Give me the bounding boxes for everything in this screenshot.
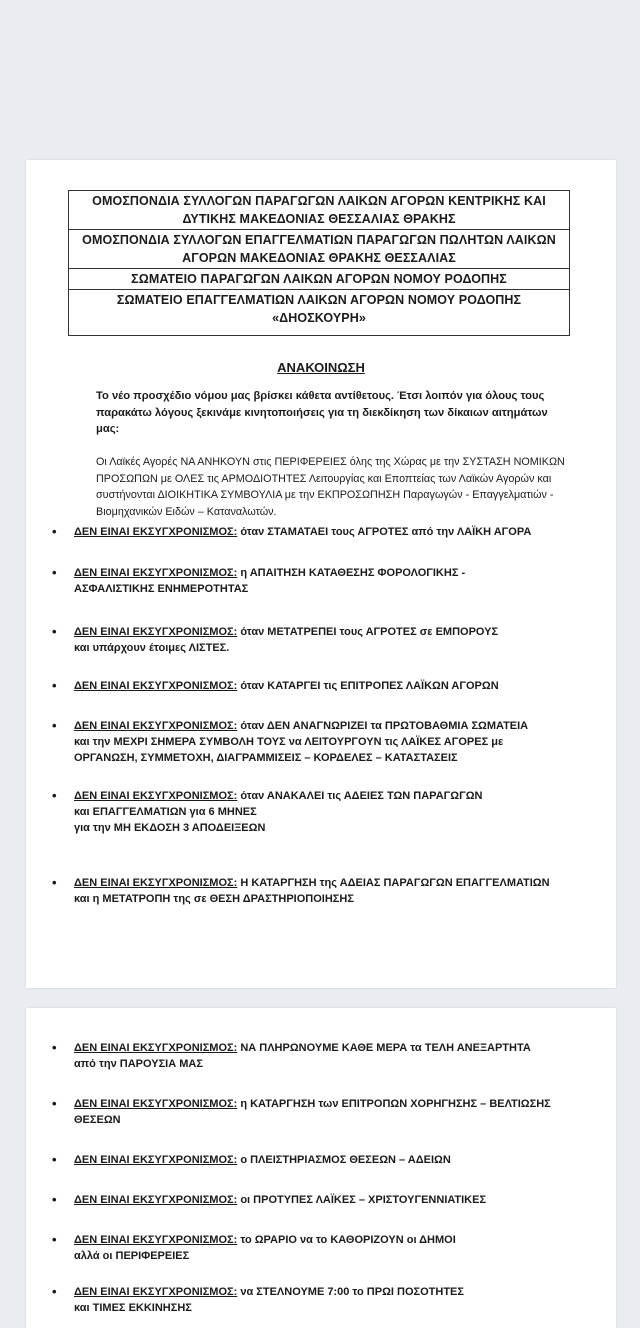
document-page-1: [26, 160, 616, 988]
bullet-icon: •: [52, 718, 57, 733]
item-lead: ΔΕΝ ΕΙΝΑΙ ΕΚΣΥΓΧΡΟΝΙΣΜΟΣ:: [74, 720, 238, 732]
bullet-icon: •: [52, 1232, 57, 1247]
item-text: όταν ΔΕΝ ΑΝΑΓΝΩΡΙΖΕΙ τα ΠΡΩΤΟΒΑΘΜΙΑ ΣΩΜΑΤΕΙΑ: [237, 720, 529, 732]
list-item: [48, 565, 614, 597]
list-item: [48, 624, 614, 656]
item-lead: ΔΕΝ ΕΙΝΑΙ ΕΚΣΥΓΧΡΟΝΙΣΜΟΣ:: [74, 877, 238, 889]
item-lead: ΔΕΝ ΕΙΝΑΙ ΕΚΣΥΓΧΡΟΝΙΣΜΟΣ:: [74, 1194, 238, 1206]
announcement-heading: ΑΝΑΚΟΙΝΩΣΗ: [277, 360, 365, 375]
item-text: Η ΚΑΤΑΡΓΗΣΗ της ΑΔΕΙΑΣ ΠΑΡΑΓΩΓΩΝ ΕΠΑΓΓΕΛΜΑΤΙΩΝ: [237, 877, 550, 889]
item-continuation: ΑΣΦΑΛΙΣΤΙΚΗΣ ΕΝΗΜΕΡΟΤΗΤΑΣ: [74, 583, 249, 595]
item-lead: ΔΕΝ ΕΙΝΑΙ ΕΚΣΥΓΧΡΟΝΙΣΜΟΣ:: [74, 680, 238, 692]
item-text: το ΩΡΑΡΙΟ να το ΚΑΘΟΡΙΖΟΥΝ οι ΔΗΜΟΙ: [237, 1234, 456, 1246]
body-paragraph: Οι Λαϊκές Αγορές ΝΑ ΑΝΗΚΟΥΝ στις ΠΕΡΙΦΕΡΕΙΕΣ όλης της Χώρας με την ΣΥΣΤΑΣΗ ΝΟΜΙΚΩΝ ΠΡΟΣΩΠΩΝ με ΟΛΕΣ τις ΑΡΜΟΔΙΟΤΗΤΕΣ Λειτουργίας και Εποπτείας των Λαϊκών Αγορών και συστήνονται ΔΙΟΙΚΗΤΙΚΑ ΣΥΜΒΟΥΛΙΑ με την ΕΚΠΡΟΣΩΠΗΣΗ Παραγωγών - Επαγγελματιών - Βιομηχανικών Ειδών – Καταναλωτών.: [96, 456, 565, 518]
list-item: [48, 1192, 614, 1208]
list-item: [48, 1152, 614, 1168]
bullet-icon: •: [52, 1096, 57, 1111]
item-continuation: ΘΕΣΕΩΝ: [74, 1114, 121, 1126]
document-page-2: [26, 1008, 616, 1328]
bullet-icon: •: [52, 678, 57, 693]
item-lead: ΔΕΝ ΕΙΝΑΙ ΕΚΣΥΓΧΡΟΝΙΣΜΟΣ:: [74, 1286, 238, 1298]
organizations-table: [68, 190, 570, 336]
item-lead: ΔΕΝ ΕΙΝΑΙ ΕΚΣΥΓΧΡΟΝΙΣΜΟΣ:: [74, 1234, 238, 1246]
item-lead: ΔΕΝ ΕΙΝΑΙ ΕΚΣΥΓΧΡΟΝΙΣΜΟΣ:: [74, 1098, 238, 1110]
item-text: όταν ΣΤΑΜΑΤΑΕΙ τους ΑΓΡΟΤΕΣ από την ΛΑΪΚΗ ΑΓΟΡΑ: [237, 526, 532, 538]
list-item: [48, 1232, 614, 1264]
list-item: [48, 678, 614, 694]
item-continuation: και υπάρχουν έτοιμες ΛΙΣΤΕΣ.: [74, 642, 230, 654]
item-continuation: και ΤΙΜΕΣ ΕΚΚΙΝΗΣΗΣ: [74, 1302, 192, 1314]
item-continuation: ΟΡΓΑΝΩΣΗ, ΣΥΜΜΕΤΟΧΗ, ΔΙΑΓΡΑΜΜΙΣΕΙΣ – ΚΟΡΔΕΛΕΣ – ΚΑΤΑΣΤΑΣΕΙΣ: [74, 752, 458, 764]
item-text: η ΑΠΑΙΤΗΣΗ ΚΑΤΑΘΕΣΗΣ ΦΟΡΟΛΟΓΙΚΗΣ -: [237, 567, 466, 579]
org-cell: ΣΩΜΑΤΕΙΟ ΠΑΡΑΓΩΓΩΝ ΛΑΙΚΩΝ ΑΓΟΡΩΝ ΝΟΜΟΥ ΡΟΔΟΠΗΣ: [69, 269, 569, 290]
item-text: ο ΠΛΕΙΣΤΗΡΙΑΣΜΟΣ ΘΕΣΕΩΝ – ΑΔΕΙΩΝ: [237, 1154, 451, 1166]
list-item: [48, 1096, 614, 1128]
bullet-icon: •: [52, 524, 57, 539]
bullet-icon: •: [52, 565, 57, 580]
item-text: όταν ΑΝΑΚΑΛΕΙ τις ΑΔΕΙΕΣ ΤΩΝ ΠΑΡΑΓΩΓΩΝ: [237, 790, 483, 802]
list-item: [48, 788, 614, 836]
list-item: [48, 1040, 614, 1072]
item-text: η ΚΑΤΑΡΓΗΣΗ των ΕΠΙΤΡΟΠΩΝ ΧΟΡΗΓΗΣΗΣ – ΒΕΛΤΙΩΣΗΣ: [237, 1098, 551, 1110]
list-item: [48, 718, 614, 766]
bullet-icon: •: [52, 788, 57, 803]
item-continuation: και ΕΠΑΓΓΕΛΜΑΤΙΩΝ για 6 ΜΗΝΕΣ: [74, 806, 257, 818]
bullet-icon: •: [52, 1152, 57, 1167]
item-continuation: από την ΠΑΡΟΥΣΙΑ ΜΑΣ: [74, 1058, 203, 1070]
bullet-icon: •: [52, 875, 57, 890]
item-text: όταν ΚΑΤΑΡΓΕΙ τις ΕΠΙΤΡΟΠΕΣ ΛΑΪΚΩΝ ΑΓΟΡΩΝ: [237, 680, 499, 692]
item-text: όταν ΜΕΤΑΤΡΕΠΕΙ τους ΑΓΡΟΤΕΣ σε ΕΜΠΟΡΟΥΣ: [237, 626, 499, 638]
org-cell: ΟΜΟΣΠΟΝΔΙΑ ΣΥΛΛΟΓΩΝ ΠΑΡΑΓΩΓΩΝ ΛΑΙΚΩΝ ΑΓΟΡΩΝ ΚΕΝΤΡΙΚΗΣ ΚΑΙ ΔΥΤΙΚΗΣ ΜΑΚΕΔΟΝΙΑΣ ΘΕΣΣΑΛΙΑΣ ΘΡΑΚΗΣ: [69, 191, 569, 230]
bullet-icon: •: [52, 1040, 57, 1055]
org-cell: ΟΜΟΣΠΟΝΔΙΑ ΣΥΛΛΟΓΩΝ ΕΠΑΓΓΕΛΜΑΤΙΩΝ ΠΑΡΑΓΩΓΩΝ ΠΩΛΗΤΩΝ ΛΑΙΚΩΝ ΑΓΟΡΩΝ ΜΑΚΕΔΟΝΙΑΣ ΘΡΑΚΗΣ ΘΕΣΣΑΛΙΑΣ: [69, 230, 569, 269]
item-lead: ΔΕΝ ΕΙΝΑΙ ΕΚΣΥΓΧΡΟΝΙΣΜΟΣ:: [74, 626, 238, 638]
org-cell: ΣΩΜΑΤΕΙΟ ΕΠΑΓΓΕΛΜΑΤΙΩΝ ΛΑΙΚΩΝ ΑΓΟΡΩΝ ΝΟΜΟΥ ΡΟΔΟΠΗΣ «ΔΗΟΣΚΟΥΡΗ»: [116, 293, 522, 325]
list-item: [48, 1284, 614, 1316]
list-item: [48, 524, 614, 540]
list-item: [48, 875, 614, 907]
item-lead: ΔΕΝ ΕΙΝΑΙ ΕΚΣΥΓΧΡΟΝΙΣΜΟΣ:: [74, 1042, 238, 1054]
item-lead: ΔΕΝ ΕΙΝΑΙ ΕΚΣΥΓΧΡΟΝΙΣΜΟΣ:: [74, 790, 238, 802]
bullet-icon: •: [52, 624, 57, 639]
bullet-icon: •: [52, 1284, 57, 1299]
item-lead: ΔΕΝ ΕΙΝΑΙ ΕΚΣΥΓΧΡΟΝΙΣΜΟΣ:: [74, 526, 238, 538]
item-text: οι ΠΡΟΤΥΠΕΣ ΛΑΪΚΕΣ – ΧΡΙΣΤΟΥΓΕΝΝΙΑΤΙΚΕΣ: [237, 1194, 487, 1206]
item-continuation: και η ΜΕΤΑΤΡΟΠΗ της σε ΘΕΣΗ ΔΡΑΣΤΗΡΙΟΠΟΙΗΣΗΣ: [74, 893, 354, 905]
item-continuation: και την ΜΕΧΡΙ ΣΗΜΕΡΑ ΣΥΜΒΟΛΗ ΤΟΥΣ να ΛΕΙΤΟΥΡΓΟΥΝ τις ΛΑΪΚΕΣ ΑΓΟΡΕΣ με: [74, 736, 504, 748]
item-lead: ΔΕΝ ΕΙΝΑΙ ΕΚΣΥΓΧΡΟΝΙΣΜΟΣ:: [74, 1154, 238, 1166]
item-lead: ΔΕΝ ΕΙΝΑΙ ΕΚΣΥΓΧΡΟΝΙΣΜΟΣ:: [74, 567, 238, 579]
item-text: ΝΑ ΠΛΗΡΩΝΟΥΜΕ ΚΑΘΕ ΜΕΡΑ τα ΤΕΛΗ ΑΝΕΞΑΡΤΗΤΑ: [237, 1042, 531, 1054]
item-continuation: για την ΜΗ ΕΚΔΟΣΗ 3 ΑΠΟΔΕΙΞΕΩΝ: [74, 822, 266, 834]
item-continuation: αλλά οι ΠΕΡΙΦΕΡΕΙΕΣ: [74, 1250, 190, 1262]
item-text: να ΣΤΕΛΝΟΥΜΕ 7:00 το ΠΡΩΙ ΠΟΣΟΤΗΤΕΣ: [237, 1286, 464, 1298]
intro-text: Το νέο προσχέδιο νόμου μας βρίσκει κάθετα αντίθετους. Έτσι λοιπόν για όλους τους παρακάτω λόγους ξεκινάμε κινητοποιήσεις για τη διεκδίκηση των δίκαιων αιτημάτων μας:: [96, 390, 548, 435]
bullet-icon: •: [52, 1192, 57, 1207]
